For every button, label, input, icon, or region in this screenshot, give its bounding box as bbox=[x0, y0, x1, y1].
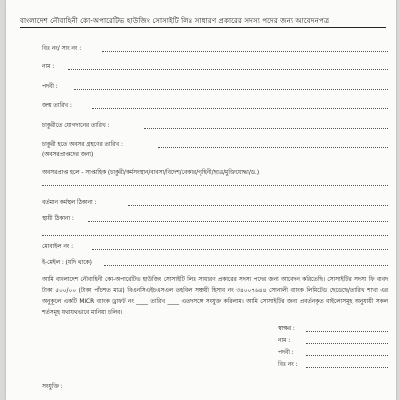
signature-line[interactable] bbox=[306, 331, 388, 332]
field-id-number-label: বিঃ নং/ সাং নং : bbox=[42, 46, 82, 52]
signature-rank-line[interactable] bbox=[306, 355, 388, 356]
signature-id-line[interactable] bbox=[306, 367, 388, 368]
field-joining-date-line[interactable] bbox=[144, 128, 388, 129]
field-permanent-address-line-2[interactable] bbox=[42, 235, 388, 236]
field-occupation-line[interactable] bbox=[42, 185, 388, 186]
attachment-label: সংযুক্তি : bbox=[42, 384, 63, 390]
field-mobile-label: মোবাইল নং : bbox=[42, 244, 74, 250]
field-email-line[interactable] bbox=[104, 265, 388, 266]
field-id-number-line[interactable] bbox=[102, 51, 388, 52]
form-title: বাংলাদেশ নৌবাহিনী কো-অপারেটিভ হাউজিং সোসাইটি লিঃ সাধারণ প্রকারের সদস্য পদের জন্য আবেদনপত্র bbox=[20, 16, 330, 25]
declaration-paragraph: আমি বাংলাদেশ নৌবাহিনী কো-অপারেটিভ হাউজিং সোসাইটি লিঃ সাধারণ প্রকারের সদস্য পদের জন্য আবেদন করিতেছি। সোসাইটির সদস্য ফি বাবদ টাকা ৫০০/০০ (টাকা পাঁচশত মাত্র) বিএনসিএইচএসএল তহবিল সঞ্চয়ী হিসাব নং ৩৪০০৭৬৪৪ সোনালী ব্যাংক লিমিটেড ছেডেছে/তারিখ শাখা এর অনুকূলে একটি MICR ব্যাংক ড্রাফট নং ____ তারিখ ____ এতদসঙ্গে সংযুক্ত করিলাম। আমি সোসাইটির জন্য প্রবর্তনকৃত বাইলোসমূহ অনুযায়ী সকল শর্তসমূহ যথাযথভাবে মানিয়া চলিব। bbox=[42, 277, 388, 316]
signature-label: স্বাক্ষর : bbox=[278, 326, 295, 332]
field-rank-label: পদবী : bbox=[42, 84, 58, 90]
title-underline bbox=[20, 27, 386, 28]
field-mobile-line[interactable] bbox=[92, 249, 388, 250]
field-email-label: ই-মেইল : (যদি থাকে) bbox=[42, 260, 92, 266]
signature-id-label: বিঃ নং : bbox=[278, 362, 298, 368]
signature-name-line[interactable] bbox=[306, 343, 388, 344]
field-retirement-note: (অবসরপ্রাপ্তদের জন্য) bbox=[42, 152, 94, 158]
field-rank-line[interactable] bbox=[74, 89, 388, 90]
field-name-label: নাম : bbox=[42, 64, 55, 70]
application-form-page bbox=[6, 0, 396, 400]
field-joining-date-label: চাকুরীতে যোগদানের তারিখ : bbox=[42, 123, 110, 129]
field-work-address-label: বর্তমান কর্মস্থল ঠিকানা : bbox=[42, 200, 97, 206]
field-retirement-date-label: চাকুরী হতে অবসর গ্রহণের তারিখ : bbox=[42, 142, 123, 148]
field-occupation-label: অবসরপ্রাপ্ত হলে - সাপ্তাহিক (চাকুরী/কর্মসংস্থান/ব্যবসা/বিদেশ/বেকার/গৃহিনী/ছাত্র/মুক্তিযোদ্ধা/ড.) bbox=[42, 170, 260, 176]
field-permanent-address-line-1[interactable] bbox=[88, 221, 388, 222]
signature-name-label: নাম : bbox=[278, 338, 291, 344]
field-permanent-address-label: স্থায়ী ঠিকানা : bbox=[42, 216, 74, 222]
signature-rank-label: পদবী : bbox=[278, 350, 294, 356]
field-name-line[interactable] bbox=[68, 69, 388, 70]
field-retirement-date-line[interactable] bbox=[158, 147, 388, 148]
field-work-address-line[interactable] bbox=[128, 205, 388, 206]
field-birth-date-line[interactable] bbox=[92, 108, 388, 109]
field-birth-date-label: জন্ম তারিখ : bbox=[42, 103, 72, 109]
